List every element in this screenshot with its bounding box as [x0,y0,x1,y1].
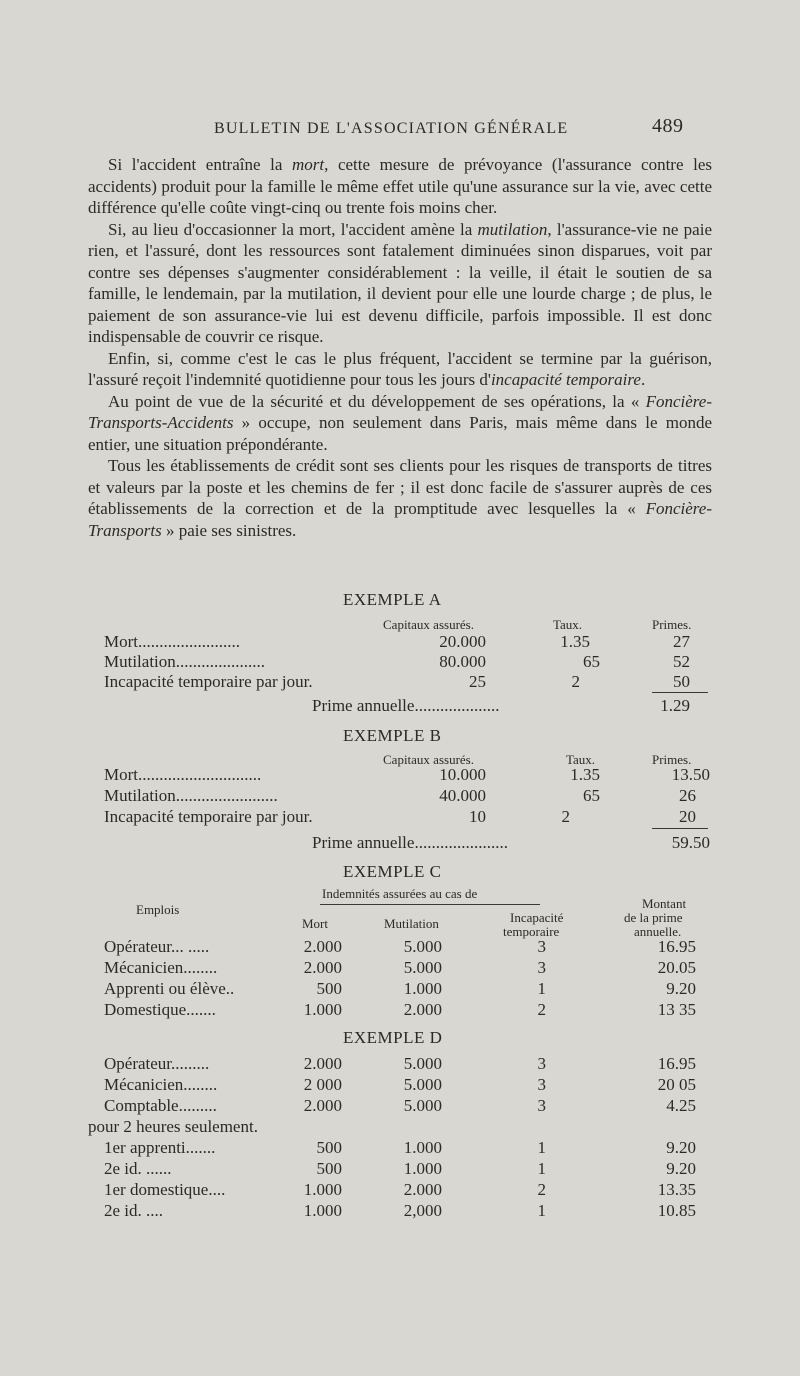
cell-prime: 50 [673,672,690,691]
cell-montant: 20.05 [657,958,696,977]
header-taux: Taux. [566,752,596,767]
exemple-a-title: EXEMPLE A [343,590,442,609]
cell-montant: 10.85 [657,1201,696,1220]
cell-mutilation: 2.000 [403,1000,442,1019]
cell-taux: 65 [583,652,600,671]
cell-mort: 2.000 [303,1054,342,1073]
row-label: Mutilation........................ [104,786,278,805]
total-label: Prime annuelle...................... [312,833,508,852]
cell-prime: 20 [679,807,696,826]
cell-taux: 1.35 [570,765,600,784]
cell-mort: 500 [316,1159,342,1178]
cell-montant: 13.35 [657,1180,696,1199]
row-label: Incapacité temporaire par jour. [104,807,313,826]
col-mutilation: Mutilation [384,916,439,931]
cell-incapacite: 1 [537,1159,546,1178]
cell-taux: 1.35 [560,632,590,651]
cell-mutilation: 1.000 [403,1138,442,1157]
row-label: Mécanicien........ [104,958,218,977]
sum-rule [652,692,708,693]
row-label: Comptable......... [104,1096,217,1115]
row-label: Mort........................ [104,632,240,651]
exemple-d-title: EXEMPLE D [343,1028,443,1047]
cell-montant: 9.20 [666,1138,696,1157]
cell-mutilation: 5.000 [403,958,442,977]
cell-incapacite: 3 [537,937,546,956]
cell-prime: 52 [673,652,690,671]
cell-capital: 80.000 [439,652,486,671]
cell-taux: 2 [571,672,580,691]
cell-montant: 13 35 [657,1000,696,1019]
total-value: 1.29 [660,696,690,715]
cell-montant: 9.20 [666,1159,696,1178]
cell-prime: 13.50 [671,765,710,784]
cell-capital: 10 [469,807,486,826]
paragraph: Enfin, si, comme c'est le cas le plus fréquent, l'accident se termine par la guérison, l'assuré reçoit l'indemnité quotidienne pour tous les jours d'incapacité temporaire. [88,348,712,389]
cell-taux: 65 [583,786,600,805]
row-label: Mort............................. [104,765,262,784]
paragraph: Tous les établissements de crédit sont ses clients pour les risques de transports de titres et valeurs par la poste et les chemins de fer ; il est donc facile de s'assurer auprès de ces établissements de la correction et de la promptitude avec lesquelles la « Foncière-Transports » paie ses sinistres. [88,456,712,540]
row-label: Opérateur......... [104,1054,210,1073]
cell-mutilation: 2,000 [403,1201,442,1220]
total-label: Prime annuelle.................... [312,696,500,715]
header-primes: Primes. [652,752,692,767]
cell-incapacite: 1 [537,979,546,998]
row-label: Domestique....... [104,1000,216,1019]
header-primes: Primes. [652,617,692,632]
group-header: Indemnités assurées au cas de [322,886,478,901]
cell-mort: 2.000 [303,1096,342,1115]
cell-montant: 20 05 [657,1075,696,1094]
cell-montant: 16.95 [657,1054,696,1073]
paragraph: Si l'accident entraîne la mort, cette mesure de prévoyance (l'assurance contre les accidents) produit pour la famille le même effet utile qu'une assurance sur la vie, avec cette différence qu'elle coûte vingt-cinq ou trente fois moins cher. [88,155,712,217]
row-label: Apprenti ou élève.. [104,979,235,998]
row-label: 1er apprenti....... [104,1138,216,1157]
cell-mutilation: 1.000 [403,1159,442,1178]
col-mort: Mort [302,916,328,931]
total-value: 59.50 [671,833,710,852]
cell-capital: 40.000 [439,786,486,805]
cell-incapacite: 2 [537,1180,546,1199]
cell-mort: 500 [316,1138,342,1157]
body-text [88,154,712,541]
row-label: 2e id. ...... [104,1159,172,1178]
cell-incapacite: 3 [537,1075,546,1094]
cell-taux: 2 [561,807,570,826]
col-temporaire: temporaire [503,924,560,939]
cell-mort: 2 000 [303,1075,342,1094]
cell-capital: 25 [469,672,486,691]
col-montant: de la prime [624,910,683,925]
row-label: Mécanicien........ [104,1075,218,1094]
cell-mort: 1.000 [303,1201,342,1220]
cell-incapacite: 1 [537,1201,546,1220]
cell-montant: 16.95 [657,937,696,956]
cell-mort: 2.000 [303,958,342,977]
cell-prime: 27 [673,632,690,651]
row-label: 1er domestique.... [104,1180,226,1199]
col-montant: Montant [642,896,687,911]
row-label: Opérateur... ..... [104,937,210,956]
cell-incapacite: 1 [537,1138,546,1157]
cell-incapacite: 3 [537,1096,546,1115]
cell-capital: 20.000 [439,632,486,651]
col-montant: annuelle. [634,924,682,939]
exemple-c-title: EXEMPLE C [343,862,442,881]
cell-mort: 2.000 [303,937,342,956]
cell-prime: 26 [679,786,696,805]
page-number: 489 [652,115,684,137]
cell-mutilation: 5.000 [403,1075,442,1094]
cell-incapacite: 2 [537,1000,546,1019]
cell-capital: 10.000 [439,765,486,784]
paragraph: Au point de vue de la sécurité et du développement de ses opérations, la « Foncière-Transports-Accidents » occupe, non seulement dans Paris, mais même dans le monde entier, une situation prépondérante. [88,391,712,454]
exemple-b-title: EXEMPLE B [343,726,442,745]
paragraph: Si, au lieu d'occasionner la mort, l'accident amène la mutilation, l'assurance-vie ne paie rien, et l'assuré, dont les ressources sont fatalement diminuées sinon disparues, voit par contre ses dépenses s'augmenter considérablement : la veille, il était le soutien de sa famille, le lendemain, par la mutilation, il devient pour elle une lourde charge ; de plus, le paiement de son assurance-vie lui est devenu difficile, parfois impossible. Il est donc indispensable de couvrir ce risque. [88,219,712,346]
cell-mort: 500 [316,979,342,998]
cell-montant: 9.20 [666,979,696,998]
row-label: 2e id. .... [104,1201,164,1220]
group-rule [320,904,540,905]
header-taux: Taux. [553,617,583,632]
row-label: Incapacité temporaire par jour. [104,672,313,691]
cell-incapacite: 3 [537,958,546,977]
cell-mort: 1.000 [303,1000,342,1019]
sum-rule [652,828,708,829]
col-incapacite: Incapacité [510,910,564,925]
header-capitaux: Capitaux assurés. [383,617,474,632]
cell-mutilation: 5.000 [403,937,442,956]
cell-mutilation: 1.000 [403,979,442,998]
cell-mutilation: 5.000 [403,1096,442,1115]
cell-mort: 1.000 [303,1180,342,1199]
cell-montant: 4.25 [666,1096,696,1115]
cell-mutilation: 2.000 [403,1180,442,1199]
col-emplois: Emplois [136,902,180,917]
header-capitaux: Capitaux assurés. [383,752,474,767]
row-label: Mutilation..................... [104,652,266,671]
cell-incapacite: 3 [537,1054,546,1073]
cell-mutilation: 5.000 [403,1054,442,1073]
running-header: BULLETIN DE L'ASSOCIATION GÉNÉRALE [214,120,569,137]
note-text: pour 2 heures seulement. [88,1117,258,1136]
